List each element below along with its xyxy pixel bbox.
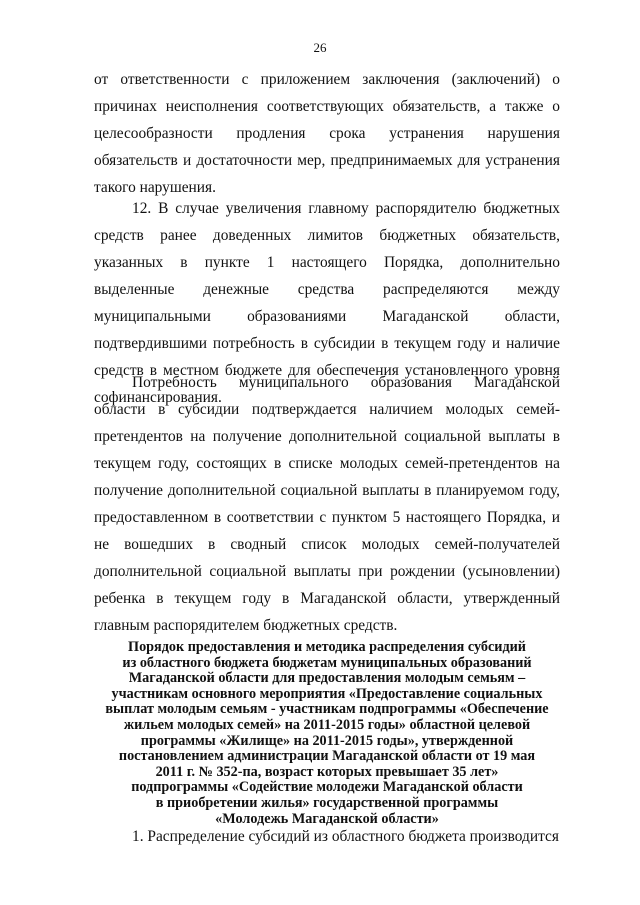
paragraph-text: 1. Распределение субсидий из областного бюджета производится: [132, 828, 559, 845]
heading-line: программы «Жилище» на 2011-2015 годы», утвержденной: [140, 732, 514, 749]
heading-line: 2011 г. № 352-па, возраст которых превышает 35 лет»: [155, 763, 499, 780]
paragraph-item-1: [94, 823, 560, 850]
paragraph-text: 12. В случае увеличения главному распорядителю бюджетных средств ранее доведенных лимитов бюджетных обязательств, указанных в пункте 1 настоящего Порядка, дополнительно выделенные денежные средства распределяются между муниципальными образованиями Магаданской области, подтвердившими потребность в субсидии в текущем году и наличие средств в местном бюджете для обеспечения установленного уровня софинансирования.: [94, 200, 560, 406]
paragraph-continuation: [94, 66, 560, 201]
heading-line: Магаданской области для предоставления молодым семьям –: [128, 670, 526, 687]
heading-line: жильем молодых семей» на 2011-2015 годы» областной целевой: [123, 716, 531, 733]
heading-line: «Молодежь Магаданской области»: [215, 810, 439, 827]
paragraph-text: Потребность муниципального образования Магаданской области в субсидии подтверждается наличием молодых семей-претендентов на получение дополнительной социальной выплаты в текущем году, состоящих в списке молодых семей-претендентов на получение дополнительной социальной выплаты в планируемом году, предоставленном в соответствии с пунктом 5 настоящего Порядка, и не вошедших в сводный список молодых семей-получателей дополнительной социальной выплаты при рождении (усыновлении) ребенка в текущем году в Магаданской области, утвержденный главным распорядителем бюджетных средств.: [94, 374, 560, 634]
page-number: 26: [313, 40, 327, 55]
heading-line: из областного бюджета бюджетам муниципальных образований: [122, 654, 532, 671]
heading-line: подпрограммы «Содействие молодежи Магаданской области: [131, 779, 523, 796]
heading-line: постановлением администрации Магаданской области от 19 мая: [118, 748, 536, 765]
section-heading: [94, 640, 560, 827]
heading-line: выплат молодым семьям - участникам подпрограммы «Обеспечение: [105, 701, 549, 718]
paragraph-text: от ответственности с приложением заключения (заключений) о причинах неисполнения соответствующих обязательств, а также о целесообразности продления срока устранения нарушения обязательств и достаточности мер, предпринимаемых для устранения такого нарушения.: [94, 71, 560, 196]
heading-line: Порядок предоставления и методика распределения субсидий: [128, 639, 526, 655]
heading-line: в приобретении жилья» государственной программы: [155, 794, 499, 811]
paragraph-subsidy-need: [94, 369, 560, 639]
heading-line: участникам основного мероприятия «Предоставление социальных: [111, 685, 543, 702]
